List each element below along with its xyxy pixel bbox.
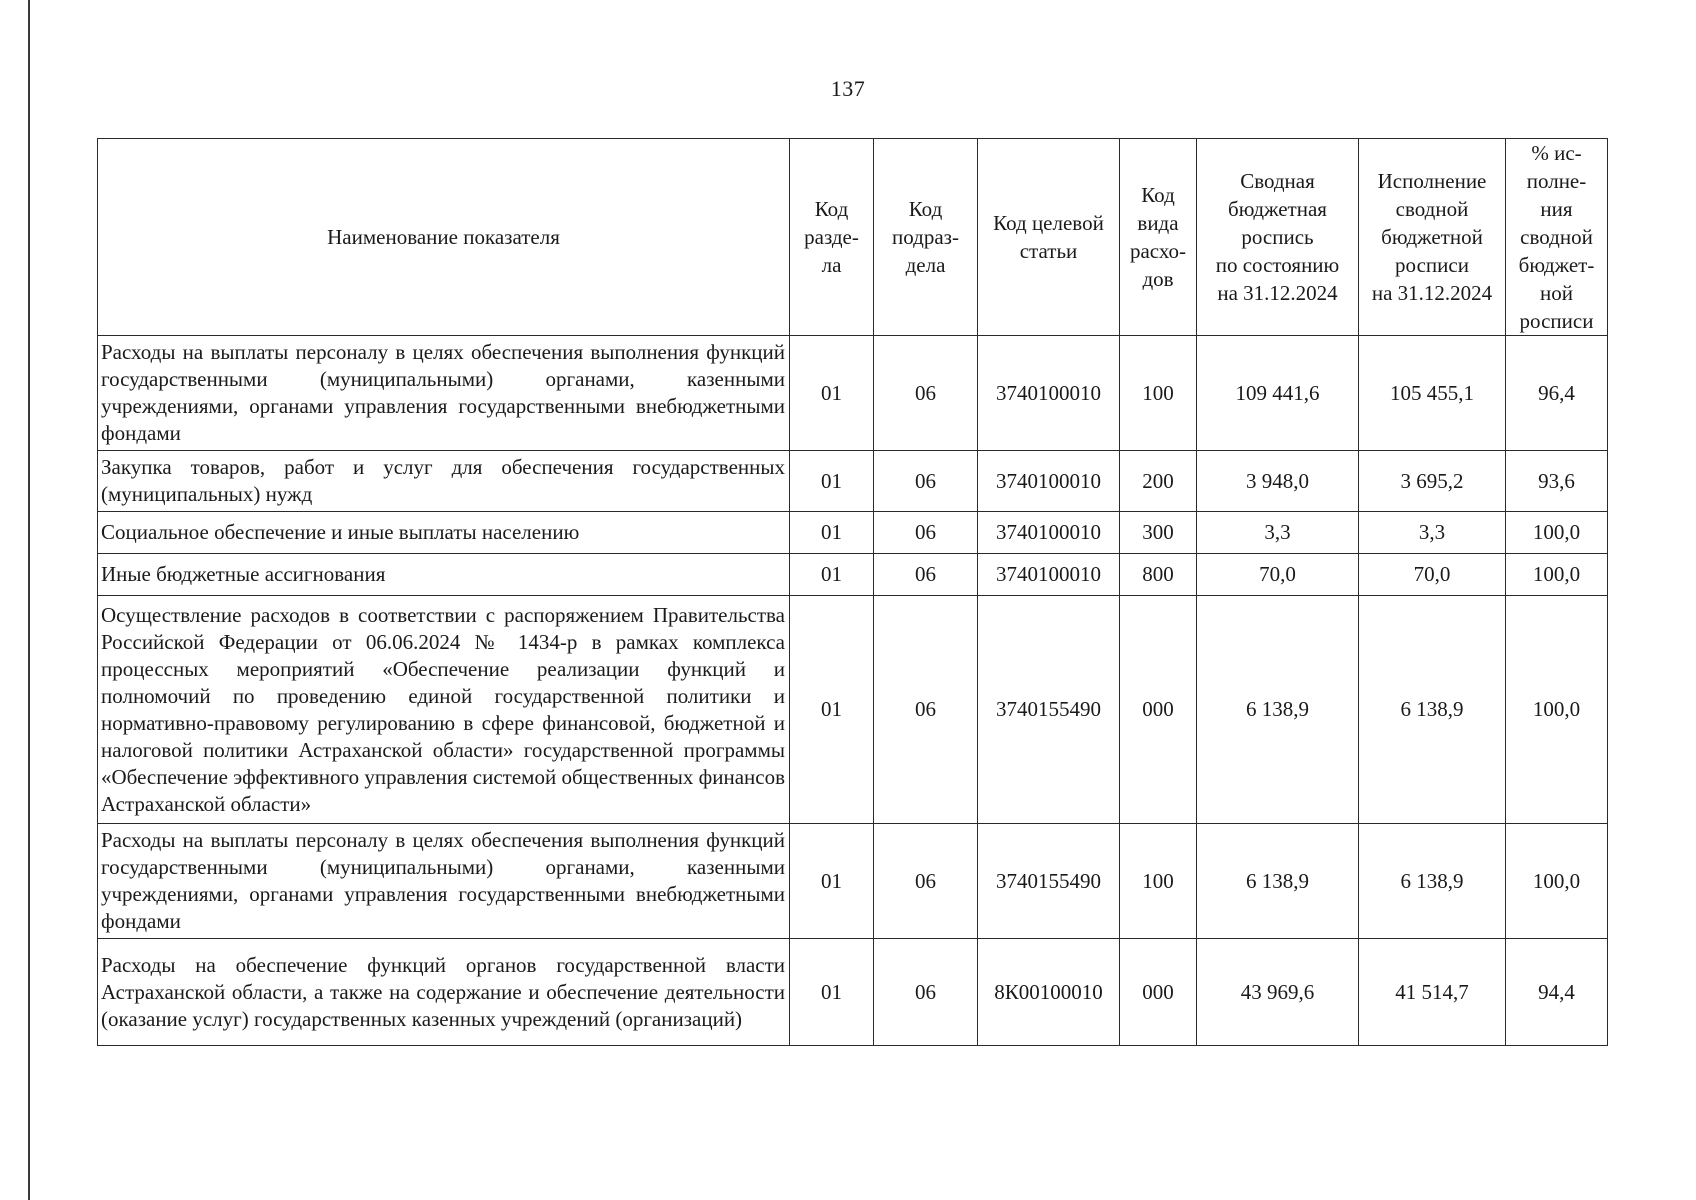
cell-name: Иные бюджетные ассигнования — [98, 554, 790, 596]
cell-subsection: 06 — [874, 939, 978, 1046]
header-execution: Исполнение сводной бюджетной росписи на 31.12.2024 — [1359, 139, 1506, 336]
cell-execution: 41 514,7 — [1359, 939, 1506, 1046]
cell-name: Осуществление расходов в соответствии с распоряжением Правительства Российской Федерации от 06.06.2024 № 1434-р в рамках комплекса процессных мероприятий «Обеспечение реализации функций и полномочий по проведению единой государственной политики и нормативно-правовому регулированию в сфере финансовой, бюджетной и налоговой политики Астраханской области» государственной программы «Обеспечение эффективного управления системой общественных финансов Астраханской области» — [98, 596, 790, 824]
header-budget-list: Сводная бюджетная роспись по состоянию на 31.12.2024 — [1197, 139, 1359, 336]
header-expense-type-code: Код вида расхо- дов — [1120, 139, 1197, 336]
cell-type: 100 — [1120, 824, 1197, 939]
table-row — [98, 939, 1608, 1046]
budget-execution-table — [97, 138, 1608, 1046]
cell-target: 3740100010 — [978, 336, 1120, 451]
cell-type: 100 — [1120, 336, 1197, 451]
cell-subsection: 06 — [874, 554, 978, 596]
cell-subsection: 06 — [874, 512, 978, 554]
cell-budget: 3,3 — [1197, 512, 1359, 554]
table-row — [98, 336, 1608, 451]
cell-target: 3740100010 — [978, 554, 1120, 596]
cell-name: Расходы на выплаты персоналу в целях обеспечения выполнения функций государственными (муниципальными) органами, казенными учреждениями, органами управления государственными внебюджетными фондами — [98, 824, 790, 939]
cell-name: Закупка товаров, работ и услуг для обеспечения государственных (муниципальных) нужд — [98, 451, 790, 512]
cell-percent: 100,0 — [1506, 596, 1608, 824]
cell-budget: 3 948,0 — [1197, 451, 1359, 512]
header-section-code: Код разде- ла — [790, 139, 874, 336]
table-row — [98, 451, 1608, 512]
table-row — [98, 554, 1608, 596]
cell-type: 800 — [1120, 554, 1197, 596]
table-header-row — [98, 139, 1608, 336]
cell-name: Расходы на выплаты персоналу в целях обеспечения выполнения функций государственными (муниципальными) органами, казенными учреждениями, органами управления государственными внебюджетными фондами — [98, 336, 790, 451]
cell-budget: 70,0 — [1197, 554, 1359, 596]
cell-section: 01 — [790, 336, 874, 451]
cell-section: 01 — [790, 451, 874, 512]
cell-percent: 100,0 — [1506, 554, 1608, 596]
cell-type: 200 — [1120, 451, 1197, 512]
cell-target: 3740155490 — [978, 824, 1120, 939]
header-name: Наименование показателя — [98, 139, 790, 336]
cell-subsection: 06 — [874, 336, 978, 451]
cell-budget: 6 138,9 — [1197, 596, 1359, 824]
cell-execution: 6 138,9 — [1359, 596, 1506, 824]
cell-percent: 100,0 — [1506, 512, 1608, 554]
cell-subsection: 06 — [874, 451, 978, 512]
cell-section: 01 — [790, 554, 874, 596]
cell-subsection: 06 — [874, 596, 978, 824]
cell-section: 01 — [790, 824, 874, 939]
cell-target: 3740155490 — [978, 596, 1120, 824]
cell-percent: 96,4 — [1506, 336, 1608, 451]
cell-target: 8К00100010 — [978, 939, 1120, 1046]
header-percent: % ис- полне- ния сводной бюджет- ной росписи — [1506, 139, 1608, 336]
cell-section: 01 — [790, 512, 874, 554]
cell-section: 01 — [790, 939, 874, 1046]
cell-execution: 3,3 — [1359, 512, 1506, 554]
cell-budget: 43 969,6 — [1197, 939, 1359, 1046]
page-number: 137 — [830, 76, 866, 101]
header-subsection-code: Код подраз- дела — [874, 139, 978, 336]
cell-name: Социальное обеспечение и иные выплаты населению — [98, 512, 790, 554]
cell-execution: 70,0 — [1359, 554, 1506, 596]
table-row — [98, 596, 1608, 824]
table-row — [98, 512, 1608, 554]
cell-percent: 94,4 — [1506, 939, 1608, 1046]
cell-section: 01 — [790, 596, 874, 824]
cell-execution: 3 695,2 — [1359, 451, 1506, 512]
cell-budget: 109 441,6 — [1197, 336, 1359, 451]
header-target-code: Код целевой статьи — [978, 139, 1120, 336]
cell-type: 300 — [1120, 512, 1197, 554]
cell-type: 000 — [1120, 939, 1197, 1046]
cell-percent: 93,6 — [1506, 451, 1608, 512]
cell-type: 000 — [1120, 596, 1197, 824]
scan-edge-line — [28, 0, 30, 1200]
cell-execution: 6 138,9 — [1359, 824, 1506, 939]
cell-budget: 6 138,9 — [1197, 824, 1359, 939]
cell-execution: 105 455,1 — [1359, 336, 1506, 451]
cell-target: 3740100010 — [978, 512, 1120, 554]
table-row — [98, 824, 1608, 939]
cell-percent: 100,0 — [1506, 824, 1608, 939]
cell-name: Расходы на обеспечение функций органов государственной власти Астраханской области, а также на содержание и обеспечение деятельности (оказание услуг) государственных казенных учреждений (организаций) — [98, 939, 790, 1046]
cell-subsection: 06 — [874, 824, 978, 939]
cell-target: 3740100010 — [978, 451, 1120, 512]
